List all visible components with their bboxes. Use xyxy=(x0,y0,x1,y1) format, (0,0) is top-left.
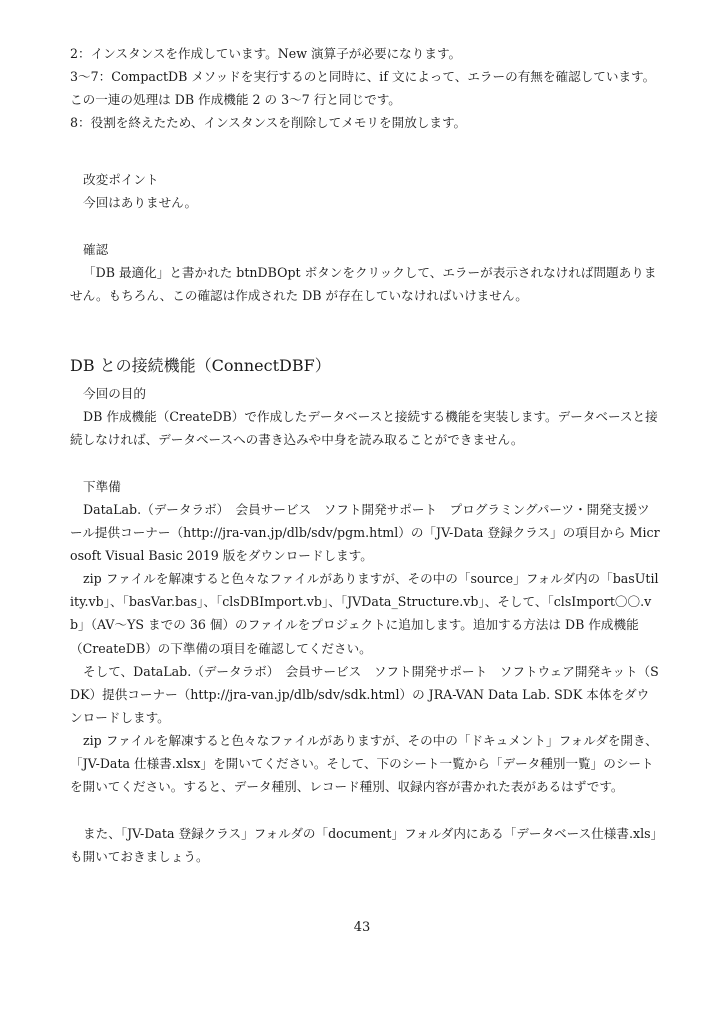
prep-paragraph-3: そして、DataLab.（データラボ） 会員サービス ソフト開発サポート ソフトウェア開発キット（SDK）提供コーナー（http://jra-van.jp/dlb/sdv/sdk.html）の JRA-VAN Data Lab. SDK 本体をダウンロードします。 xyxy=(70,664,659,726)
prep-paragraph-5: また、「JV-Data 登録クラス」フォルダの「document」フォルダ内にある「データベース仕様書.xls」も開いておきましょう。 xyxy=(70,826,657,865)
page-number: 43 xyxy=(353,920,371,935)
prep-paragraph-4: zip ファイルを解凍すると色々なファイルがありますが、その中の「ドキュメント」フォルダを開き、「JV-Data 仕様書.xlsx」を開いてください。そして、下のシート一覧から「データ種別一覧」のシートを開いてください。すると、データ種別、レコード種別、収録内容が書かれた表があるはずです。 xyxy=(70,733,658,795)
prep-paragraph-1: DataLab.（データラボ） 会員サービス ソフト開発サポート プログラミングパーツ・開発支援ツール提供コーナー（http://jra-van.jp/dlb/sdv/pgm.html）の「JV-Data 登録クラス」の項目から Microsoft Visual Basic 2019 版をダウンロードします。 xyxy=(70,502,660,564)
improvement-title: 改変ポイント xyxy=(83,172,159,187)
intro-line-2: 2：インスタンスを作成しています。New 演算子が必要になります。 xyxy=(70,46,462,61)
confirmation-body: 「DB 最適化」と書かれた btnDBOpt ボタンをクリックして、エラーが表示されなければ問題ありません。もちろん、この確認は作成された DB が存在していなければいけません。 xyxy=(70,265,657,304)
purpose-title: 今回の目的 xyxy=(83,386,146,401)
prep-title: 下準備 xyxy=(83,479,121,494)
confirmation-title: 確認 xyxy=(83,242,109,257)
improvement-body: 今回はありません。 xyxy=(83,195,198,210)
purpose-body: DB 作成機能（CreateDB）で作成したデータベースと接続する機能を実装します。データベースと接続しなければ、データベースへの書き込みや中身を読み取ることができません。 xyxy=(70,409,658,448)
section-title: DB との接続機能（ConnectDBF） xyxy=(70,356,331,375)
prep-paragraph-2: zip ファイルを解凍すると色々なファイルがありますが、その中の「source」フォルダ内の「basUtility.vb」、「basVar.bas」、「clsDBImport.vb」、「JVData_Structure.vb」、そして、「clsImport〇〇.vb」（AV〜YS までの 36 個）のファイルをプロジェクトに追加します。追加する方法は DB 作成機能（CreateDB）の下準備の項目を確認してください。 xyxy=(70,571,659,656)
intro-line-3-7: 3〜7：CompactDB メソッドを実行するのと同時に、if 文によって、エラーの有無を確認しています。この一連の処理は DB 作成機能 2 の 3〜7 行と同じです。 xyxy=(70,69,656,108)
intro-line-8: 8：役割を終えたため、インスタンスを削除してメモリを開放します。 xyxy=(70,115,467,130)
